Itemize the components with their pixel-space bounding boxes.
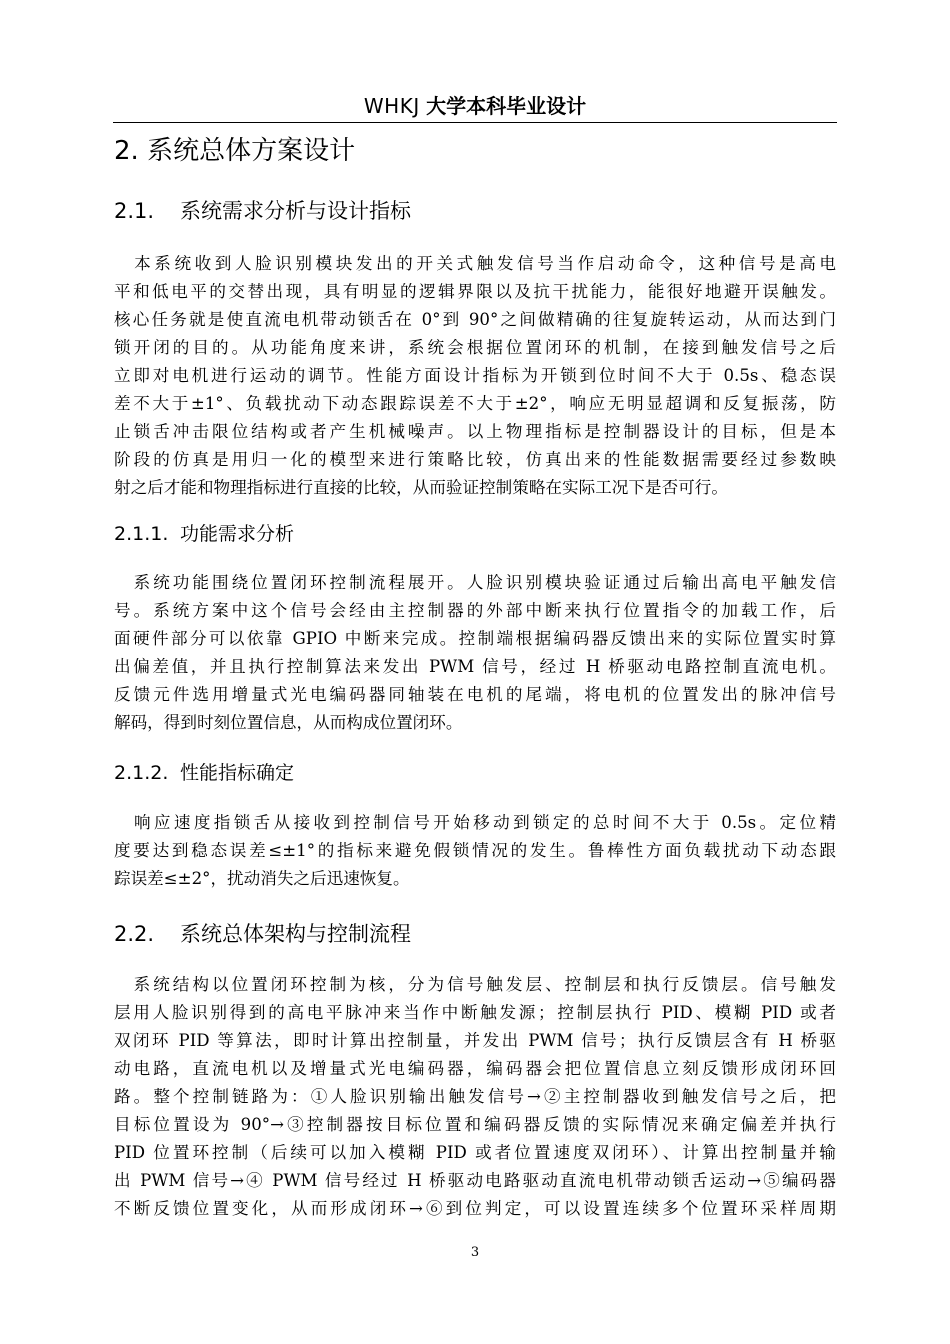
page-number: 3 bbox=[470, 1245, 480, 1260]
text-line: 度要达到稳态误差≤±1°的指标来避免假锁情况的发生。鲁棒性方面负载扰动下动态跟 bbox=[114, 841, 836, 860]
text-line: 踪误差≤±2°，扰动消失之后迅速恢复。 bbox=[114, 869, 410, 888]
paragraph-2-2 bbox=[114, 971, 836, 1223]
text-line: 锁开闭的目的。从功能角度来讲，系统会根据位置闭环的机制，在接到触发信号之后 bbox=[114, 338, 836, 357]
text-line: 核心任务就是使直流电机带动锁舌在 0°到 90°之间做精确的往复旋转运动，从而达到门 bbox=[114, 310, 836, 329]
text-line: 面硬件部分可以依靠 GPIO 中断来完成。控制端根据编码器反馈出来的实际位置实时算 bbox=[114, 629, 836, 648]
text-line: 止锁舌冲击限位结构或者产生机械噪声。以上物理指标是控制器设计的目标，但是本 bbox=[114, 422, 836, 441]
text-line: 出偏差值，并且执行控制算法来发出 PWM 信号，经过 H 桥驱动电路控制直流电机。 bbox=[114, 657, 836, 676]
paragraph-2-1 bbox=[114, 250, 836, 502]
text-line: 解码，得到时刻位置信息，从而构成位置闭环。 bbox=[114, 713, 463, 732]
text-line: 双闭环 PID 等算法，即时计算出控制量，并发出 PWM 信号；执行反馈层含有 H 桥驱 bbox=[114, 1031, 836, 1050]
paragraph-2-1-2 bbox=[114, 809, 836, 893]
text-line: 反馈元件选用增量式光电编码器同轴装在电机的尾端，将电机的位置发出的脉冲信号 bbox=[114, 685, 836, 704]
text-line: 动电路，直流电机以及增量式光电编码器，编码器会把位置信息立刻反馈形成闭环回 bbox=[114, 1059, 836, 1078]
text-line: 目标位置设为 90°→③控制器按目标位置和编码器反馈的实际情况来确定偏差并执行 bbox=[114, 1115, 836, 1134]
section-heading-2-1-2 bbox=[114, 758, 294, 788]
section-number: 2.1. bbox=[114, 199, 155, 223]
text-line: 阶段的仿真是用归一化的模型来进行策略比较，仿真出来的性能数据需要经过参数映 bbox=[114, 450, 836, 469]
section-number: 2.1.2. bbox=[114, 762, 169, 784]
section-title: 系统总体架构与控制流程 bbox=[180, 922, 411, 946]
section-heading-2-1 bbox=[114, 195, 411, 227]
section-heading-2-1-1 bbox=[114, 519, 294, 549]
text-line: 层用人脸识别得到的高电平脉冲来当作中断触发源；控制层执行 PID、模糊 PID 或者 bbox=[114, 1003, 836, 1022]
text-line: 射之后才能和物理指标进行直接的比较，从而验证控制策略在实际工况下是否可行。 bbox=[114, 478, 728, 497]
section-number: 2.1.1. bbox=[114, 523, 169, 545]
section-title: 功能需求分析 bbox=[180, 523, 295, 545]
section-heading-2-2 bbox=[114, 918, 411, 950]
text-line: 路。整个控制链路为：①人脸识别输出触发信号→②主控制器收到触发信号之后，把 bbox=[114, 1087, 836, 1106]
header-latin: WHKJ bbox=[363, 94, 420, 118]
text-line: 号。系统方案中这个信号会经由主控制器的外部中断来执行位置指令的加载工作，后 bbox=[114, 601, 836, 620]
running-header bbox=[113, 92, 837, 121]
text-line: 不断反馈位置变化，从而形成闭环→⑥到位判定，可以设置连续多个位置环采样周期 bbox=[114, 1199, 836, 1218]
text-line: 本系统收到人脸识别模块发出的开关式触发信号当作启动命令，这种信号是高电 bbox=[114, 254, 836, 273]
text-line: 出 PWM 信号→④ PWM 信号经过 H 桥驱动电路驱动直流电机带动锁舌运动→⑤编码器 bbox=[114, 1171, 836, 1190]
text-line: 系统功能围绕位置闭环控制流程展开。人脸识别模块验证通过后输出高电平触发信 bbox=[114, 573, 836, 592]
text-line: PID 位置环控制（后续可以加入模糊 PID 或者位置速度双闭环）、计算出控制量并输 bbox=[114, 1143, 836, 1162]
section-title: 性能指标确定 bbox=[180, 762, 295, 784]
text-line: 差不大于±1°、负载扰动下动态跟踪误差不大于±2°，响应无明显超调和反复振荡，防 bbox=[114, 394, 836, 413]
text-line: 平和低电平的交替出现，具有明显的逻辑界限以及抗干扰能力，能很好地避开误触发。 bbox=[114, 282, 836, 301]
text-line: 响应速度指锁舌从接收到控制信号开始移动到锁定的总时间不大于 0.5s。定位精 bbox=[114, 813, 836, 832]
header-rule bbox=[113, 122, 837, 123]
text-line: 立即对电机进行运动的调节。性能方面设计指标为开锁到位时间不大于 0.5s、稳态误 bbox=[114, 366, 836, 385]
text-line: 系统结构以位置闭环控制为核，分为信号触发层、控制层和执行反馈层。信号触发 bbox=[114, 975, 836, 994]
paragraph-2-1-1 bbox=[114, 569, 836, 737]
section-number: 2.2. bbox=[114, 922, 155, 946]
chapter-title: 2. 系统总体方案设计 bbox=[114, 136, 356, 166]
header-title: 大学本科毕业设计 bbox=[426, 94, 587, 118]
section-title: 系统需求分析与设计指标 bbox=[180, 199, 411, 223]
